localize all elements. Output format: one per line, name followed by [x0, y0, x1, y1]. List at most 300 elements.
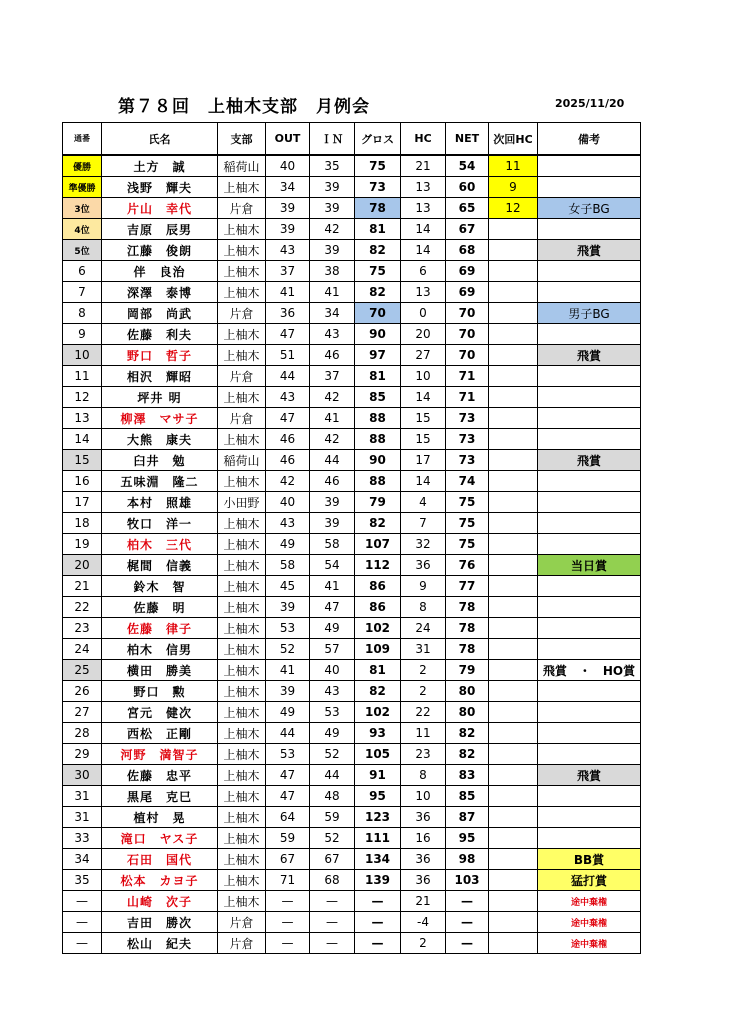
- out-score: 71: [266, 870, 310, 891]
- handicap: 14: [401, 471, 446, 492]
- in-score: 42: [310, 387, 355, 408]
- in-score: 49: [310, 723, 355, 744]
- player-name: 西松 正剛: [102, 723, 218, 744]
- handicap: 14: [401, 219, 446, 240]
- gross-score: 134: [355, 849, 401, 870]
- branch-cell: 片倉: [218, 198, 266, 219]
- table-row: [63, 849, 641, 870]
- handicap: 13: [401, 282, 446, 303]
- next-handicap: [489, 618, 538, 639]
- gross-score: 88: [355, 408, 401, 429]
- rank-cell: 準優勝: [63, 177, 102, 198]
- header-name: 氏名: [102, 123, 218, 156]
- next-handicap: [489, 303, 538, 324]
- in-score: 37: [310, 366, 355, 387]
- table-row: [63, 870, 641, 891]
- net-score: 68: [446, 240, 489, 261]
- remark-cell: [538, 492, 641, 513]
- out-score: 41: [266, 282, 310, 303]
- gross-score: 90: [355, 324, 401, 345]
- player-name: 五味淵 隆二: [102, 471, 218, 492]
- next-handicap: [489, 408, 538, 429]
- branch-cell: 上柚木: [218, 744, 266, 765]
- next-handicap: 9: [489, 177, 538, 198]
- handicap: 14: [401, 240, 446, 261]
- out-score: 43: [266, 387, 310, 408]
- next-handicap: [489, 702, 538, 723]
- next-handicap: [489, 240, 538, 261]
- net-score: 69: [446, 282, 489, 303]
- out-score: 47: [266, 786, 310, 807]
- branch-cell: 上柚木: [218, 765, 266, 786]
- rank-cell: 13: [63, 408, 102, 429]
- branch-cell: 上柚木: [218, 618, 266, 639]
- out-score: 46: [266, 429, 310, 450]
- table-row: [63, 765, 641, 786]
- gross-score: 82: [355, 282, 401, 303]
- remark-cell: [538, 282, 641, 303]
- net-score: 70: [446, 324, 489, 345]
- gross-score: 105: [355, 744, 401, 765]
- branch-cell: 片倉: [218, 408, 266, 429]
- out-score: 52: [266, 639, 310, 660]
- table-row: [63, 702, 641, 723]
- branch-cell: 上柚木: [218, 870, 266, 891]
- branch-cell: 上柚木: [218, 513, 266, 534]
- gross-score: 107: [355, 534, 401, 555]
- handicap: 16: [401, 828, 446, 849]
- handicap: 13: [401, 198, 446, 219]
- rank-cell: —: [63, 933, 102, 954]
- player-name: 野口 哲子: [102, 345, 218, 366]
- out-score: 43: [266, 240, 310, 261]
- rank-cell: 21: [63, 576, 102, 597]
- header-in: ＩＮ: [310, 123, 355, 156]
- results-body: [63, 155, 641, 954]
- branch-cell: 上柚木: [218, 219, 266, 240]
- in-score: 46: [310, 345, 355, 366]
- in-score: 40: [310, 660, 355, 681]
- rank-cell: 33: [63, 828, 102, 849]
- next-handicap: [489, 429, 538, 450]
- remark-cell: 飛賞: [538, 765, 641, 786]
- player-name: 滝口 ヤス子: [102, 828, 218, 849]
- rank-cell: 30: [63, 765, 102, 786]
- remark-cell: 飛賞: [538, 240, 641, 261]
- out-score: —: [266, 891, 310, 912]
- rank-cell: —: [63, 891, 102, 912]
- rank-cell: 優勝: [63, 155, 102, 177]
- net-score: 98: [446, 849, 489, 870]
- player-name: 江藤 俊朗: [102, 240, 218, 261]
- net-score: 87: [446, 807, 489, 828]
- table-row: [63, 912, 641, 933]
- handicap: 21: [401, 891, 446, 912]
- net-score: 76: [446, 555, 489, 576]
- in-score: 53: [310, 702, 355, 723]
- in-score: 39: [310, 240, 355, 261]
- header-gross: グロス: [355, 123, 401, 156]
- player-name: 片山 幸代: [102, 198, 218, 219]
- remark-cell: [538, 408, 641, 429]
- net-score: 85: [446, 786, 489, 807]
- out-score: 36: [266, 303, 310, 324]
- header-rank: 通番: [63, 123, 102, 156]
- table-row: [63, 408, 641, 429]
- table-row: [63, 723, 641, 744]
- next-handicap: [489, 744, 538, 765]
- gross-score: 70: [355, 303, 401, 324]
- gross-score: 86: [355, 576, 401, 597]
- in-score: 52: [310, 828, 355, 849]
- rank-cell: —: [63, 912, 102, 933]
- table-row: [63, 660, 641, 681]
- branch-cell: 上柚木: [218, 597, 266, 618]
- table-row: [63, 555, 641, 576]
- player-name: 佐藤 忠平: [102, 765, 218, 786]
- in-score: —: [310, 933, 355, 954]
- rank-cell: 31: [63, 807, 102, 828]
- net-score: 70: [446, 303, 489, 324]
- rank-cell: 18: [63, 513, 102, 534]
- handicap: 22: [401, 702, 446, 723]
- table-row: [63, 891, 641, 912]
- player-name: 佐藤 明: [102, 597, 218, 618]
- next-handicap: [489, 912, 538, 933]
- handicap: -4: [401, 912, 446, 933]
- net-score: 77: [446, 576, 489, 597]
- net-score: 74: [446, 471, 489, 492]
- remark-cell: [538, 744, 641, 765]
- handicap: 10: [401, 786, 446, 807]
- results-table: [62, 122, 641, 954]
- table-row: [63, 492, 641, 513]
- next-handicap: [489, 660, 538, 681]
- net-score: 75: [446, 534, 489, 555]
- table-row: [63, 303, 641, 324]
- out-score: 39: [266, 681, 310, 702]
- gross-score: 102: [355, 618, 401, 639]
- in-score: 68: [310, 870, 355, 891]
- handicap: 2: [401, 681, 446, 702]
- header-row: [63, 123, 641, 156]
- remark-cell: [538, 702, 641, 723]
- remark-cell: [538, 324, 641, 345]
- table-row: [63, 324, 641, 345]
- remark-cell: 途中棄権: [538, 933, 641, 954]
- in-score: 38: [310, 261, 355, 282]
- player-name: 吉原 辰男: [102, 219, 218, 240]
- out-score: 43: [266, 513, 310, 534]
- rank-cell: 26: [63, 681, 102, 702]
- branch-cell: 上柚木: [218, 891, 266, 912]
- table-row: [63, 471, 641, 492]
- out-score: —: [266, 912, 310, 933]
- out-score: 39: [266, 219, 310, 240]
- next-handicap: [489, 828, 538, 849]
- branch-cell: 上柚木: [218, 849, 266, 870]
- table-row: [63, 177, 641, 198]
- remark-cell: 飛賞 ・ HO賞: [538, 660, 641, 681]
- branch-cell: 上柚木: [218, 261, 266, 282]
- table-row: [63, 639, 641, 660]
- in-score: 39: [310, 177, 355, 198]
- in-score: 39: [310, 492, 355, 513]
- player-name: 松山 紀夫: [102, 933, 218, 954]
- event-date: 2025/11/20: [555, 97, 625, 110]
- gross-score: 75: [355, 155, 401, 177]
- in-score: —: [310, 891, 355, 912]
- gross-score: 93: [355, 723, 401, 744]
- handicap: 2: [401, 933, 446, 954]
- next-handicap: [489, 513, 538, 534]
- next-handicap: [489, 765, 538, 786]
- in-score: 41: [310, 576, 355, 597]
- gross-score: —: [355, 912, 401, 933]
- next-handicap: 11: [489, 155, 538, 177]
- rank-cell: 31: [63, 786, 102, 807]
- out-score: 41: [266, 660, 310, 681]
- in-score: 39: [310, 513, 355, 534]
- remark-cell: [538, 639, 641, 660]
- net-score: 75: [446, 513, 489, 534]
- rank-cell: 10: [63, 345, 102, 366]
- out-score: 67: [266, 849, 310, 870]
- next-handicap: [489, 786, 538, 807]
- net-score: 83: [446, 765, 489, 786]
- in-score: 44: [310, 765, 355, 786]
- next-handicap: [489, 450, 538, 471]
- gross-score: 88: [355, 471, 401, 492]
- rank-cell: 29: [63, 744, 102, 765]
- branch-cell: 上柚木: [218, 576, 266, 597]
- remark-cell: [538, 429, 641, 450]
- next-handicap: [489, 387, 538, 408]
- next-handicap: [489, 366, 538, 387]
- gross-score: 81: [355, 660, 401, 681]
- remark-cell: [538, 219, 641, 240]
- in-score: 46: [310, 471, 355, 492]
- header-next-hc: 次回HC: [489, 123, 538, 156]
- in-score: 52: [310, 744, 355, 765]
- gross-score: 123: [355, 807, 401, 828]
- next-handicap: [489, 723, 538, 744]
- out-score: 49: [266, 702, 310, 723]
- remark-cell: 途中棄権: [538, 912, 641, 933]
- handicap: 15: [401, 408, 446, 429]
- header-out: OUT: [266, 123, 310, 156]
- remark-cell: 猛打賞: [538, 870, 641, 891]
- player-name: 野口 勲: [102, 681, 218, 702]
- net-score: 73: [446, 429, 489, 450]
- net-score: 75: [446, 492, 489, 513]
- net-score: 70: [446, 345, 489, 366]
- player-name: 河野 満智子: [102, 744, 218, 765]
- next-handicap: [489, 597, 538, 618]
- handicap: 13: [401, 177, 446, 198]
- handicap: 32: [401, 534, 446, 555]
- table-row: [63, 618, 641, 639]
- gross-score: 81: [355, 366, 401, 387]
- out-score: 59: [266, 828, 310, 849]
- player-name: 浅野 輝夫: [102, 177, 218, 198]
- header-hc: HC: [401, 123, 446, 156]
- out-score: 47: [266, 765, 310, 786]
- handicap: 36: [401, 555, 446, 576]
- rank-cell: 25: [63, 660, 102, 681]
- table-row: [63, 933, 641, 954]
- player-name: 佐藤 律子: [102, 618, 218, 639]
- remark-cell: [538, 807, 641, 828]
- out-score: 64: [266, 807, 310, 828]
- handicap: 14: [401, 387, 446, 408]
- net-score: 71: [446, 366, 489, 387]
- remark-cell: 当日賞: [538, 555, 641, 576]
- in-score: 43: [310, 681, 355, 702]
- rank-cell: 6: [63, 261, 102, 282]
- table-row: [63, 387, 641, 408]
- handicap: 17: [401, 450, 446, 471]
- in-score: 58: [310, 534, 355, 555]
- branch-cell: 稲荷山: [218, 155, 266, 177]
- table-row: [63, 219, 641, 240]
- player-name: 坪井 明: [102, 387, 218, 408]
- branch-cell: 上柚木: [218, 555, 266, 576]
- table-row: [63, 345, 641, 366]
- gross-score: 79: [355, 492, 401, 513]
- next-handicap: [489, 471, 538, 492]
- table-row: [63, 828, 641, 849]
- out-score: 53: [266, 618, 310, 639]
- next-handicap: [489, 807, 538, 828]
- gross-score: 97: [355, 345, 401, 366]
- in-score: 35: [310, 155, 355, 177]
- remark-cell: [538, 177, 641, 198]
- out-score: 44: [266, 723, 310, 744]
- remark-cell: [538, 576, 641, 597]
- net-score: 60: [446, 177, 489, 198]
- rank-cell: 11: [63, 366, 102, 387]
- next-handicap: [489, 870, 538, 891]
- in-score: 42: [310, 219, 355, 240]
- handicap: 20: [401, 324, 446, 345]
- rank-cell: 28: [63, 723, 102, 744]
- in-score: 34: [310, 303, 355, 324]
- next-handicap: [489, 324, 538, 345]
- branch-cell: 上柚木: [218, 534, 266, 555]
- rank-cell: 14: [63, 429, 102, 450]
- rank-cell: 16: [63, 471, 102, 492]
- next-handicap: [489, 933, 538, 954]
- gross-score: 78: [355, 198, 401, 219]
- out-score: 39: [266, 597, 310, 618]
- in-score: 67: [310, 849, 355, 870]
- table-row: [63, 198, 641, 219]
- handicap: 6: [401, 261, 446, 282]
- handicap: 0: [401, 303, 446, 324]
- net-score: 78: [446, 639, 489, 660]
- handicap: 27: [401, 345, 446, 366]
- out-score: 47: [266, 324, 310, 345]
- rank-cell: 5位: [63, 240, 102, 261]
- next-handicap: [489, 534, 538, 555]
- net-score: —: [446, 912, 489, 933]
- in-score: 49: [310, 618, 355, 639]
- player-name: 山崎 次子: [102, 891, 218, 912]
- remark-cell: [538, 828, 641, 849]
- rank-cell: 24: [63, 639, 102, 660]
- gross-score: 82: [355, 240, 401, 261]
- player-name: 相沢 輝昭: [102, 366, 218, 387]
- next-handicap: [489, 492, 538, 513]
- out-score: 44: [266, 366, 310, 387]
- net-score: 80: [446, 702, 489, 723]
- player-name: 土方 誠: [102, 155, 218, 177]
- net-score: —: [446, 891, 489, 912]
- gross-score: 109: [355, 639, 401, 660]
- gross-score: 102: [355, 702, 401, 723]
- remark-cell: [538, 387, 641, 408]
- branch-cell: 上柚木: [218, 828, 266, 849]
- remark-cell: [538, 366, 641, 387]
- table-row: [63, 786, 641, 807]
- gross-score: 73: [355, 177, 401, 198]
- net-score: 67: [446, 219, 489, 240]
- branch-cell: 小田野: [218, 492, 266, 513]
- handicap: 2: [401, 660, 446, 681]
- remark-cell: 飛賞: [538, 345, 641, 366]
- out-score: 34: [266, 177, 310, 198]
- table-row: [63, 807, 641, 828]
- table-row: [63, 513, 641, 534]
- header-remarks: 備考: [538, 123, 641, 156]
- remark-cell: [538, 618, 641, 639]
- out-score: 47: [266, 408, 310, 429]
- table-row: [63, 240, 641, 261]
- header-branch: 支部: [218, 123, 266, 156]
- branch-cell: 上柚木: [218, 723, 266, 744]
- branch-cell: 上柚木: [218, 471, 266, 492]
- in-score: 43: [310, 324, 355, 345]
- net-score: 65: [446, 198, 489, 219]
- net-score: 79: [446, 660, 489, 681]
- player-name: 柏木 三代: [102, 534, 218, 555]
- handicap: 10: [401, 366, 446, 387]
- branch-cell: 上柚木: [218, 177, 266, 198]
- gross-score: 75: [355, 261, 401, 282]
- handicap: 8: [401, 597, 446, 618]
- net-score: —: [446, 933, 489, 954]
- player-name: 岡部 尚武: [102, 303, 218, 324]
- page-title: 第７８回 上柚木支部 月例会: [118, 97, 370, 117]
- next-handicap: [489, 219, 538, 240]
- player-name: 植村 晃: [102, 807, 218, 828]
- net-score: 73: [446, 450, 489, 471]
- rank-cell: 12: [63, 387, 102, 408]
- net-score: 71: [446, 387, 489, 408]
- rank-cell: 7: [63, 282, 102, 303]
- in-score: —: [310, 912, 355, 933]
- player-name: 梶間 信義: [102, 555, 218, 576]
- gross-score: 82: [355, 681, 401, 702]
- table-row: [63, 744, 641, 765]
- player-name: 臼井 勉: [102, 450, 218, 471]
- remark-cell: [538, 155, 641, 177]
- next-handicap: [489, 282, 538, 303]
- rank-cell: 23: [63, 618, 102, 639]
- gross-score: 82: [355, 513, 401, 534]
- table-row: [63, 155, 641, 177]
